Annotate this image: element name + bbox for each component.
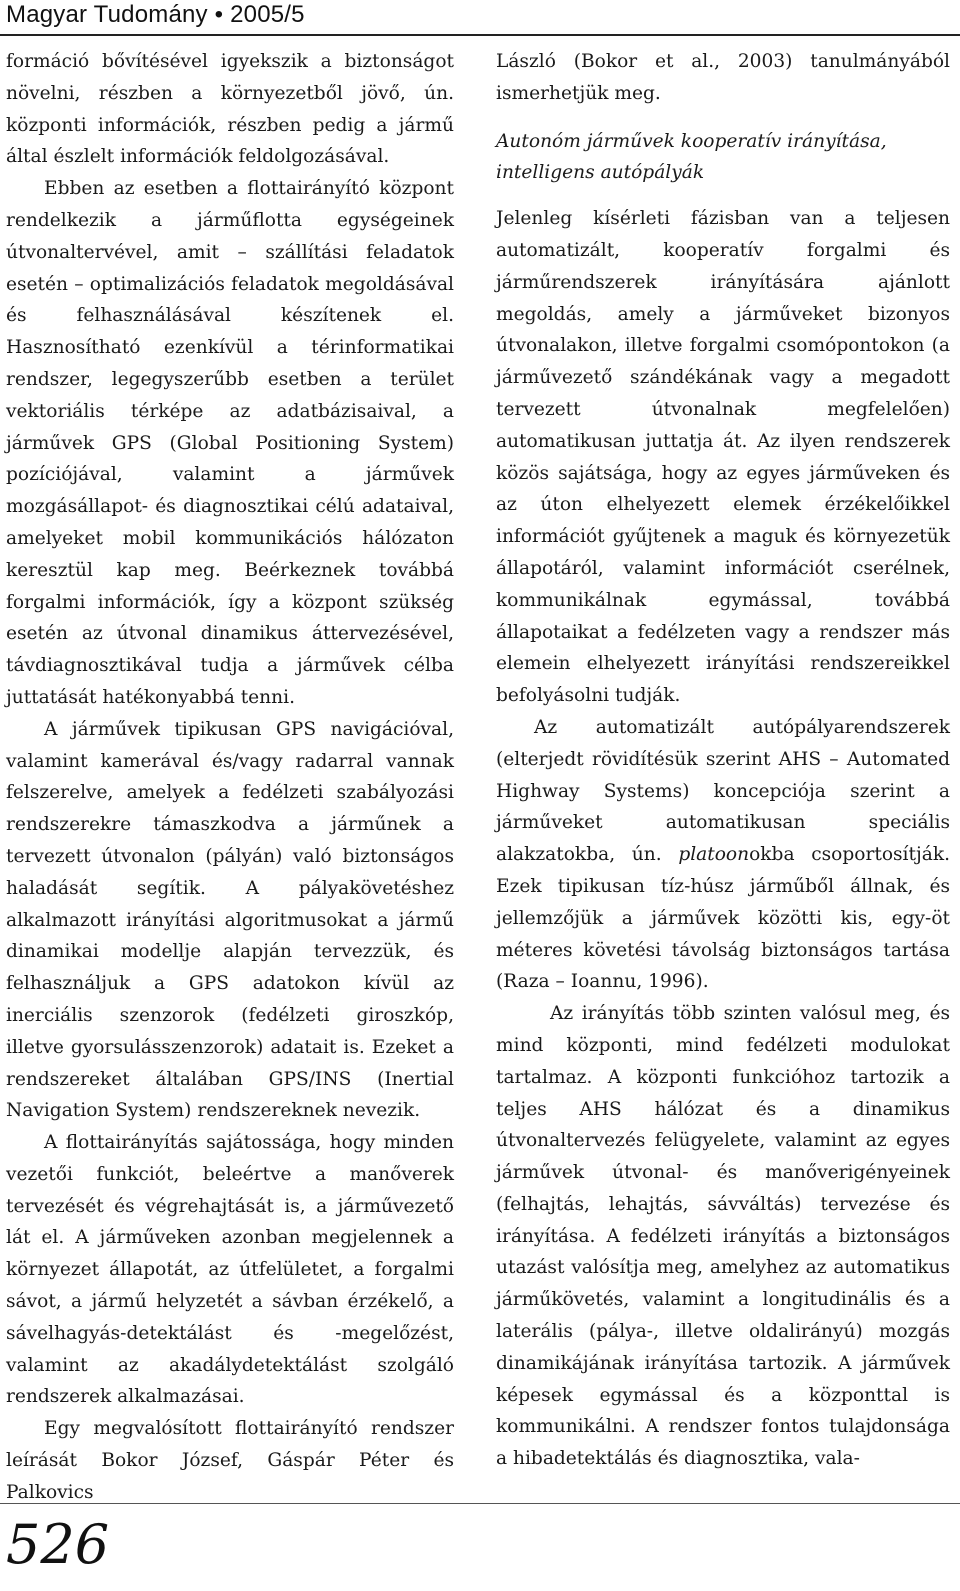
left-paragraph-2: Ebben az esetben a flottairányító központ rendelkezik a járműflotta egységeinek útvonaltervével, amit – szállítási feladatok esetén – optimalizációs feladatok megoldásával és felhasználásával készítenek el. Hasznosítható ezenkívül a térinformatikai rendszer, legegyszerűbb esetben a terület vektoriális térképe az adatbázisaival, a járművek GPS (Global Positioning System) pozíciójával, valamint a járművek mozgásállapot- és diagnosztikai célú adataival, amelyeket mobil kommunikációs hálózaton keresztül kap meg. Beérkeznek továbbá forgalmi információk, így a központ szükség esetén az útvonal dinamikus áttervezésével, távdiagnosztikával tudja a járművek célba juttatását hatékonyabbá tenni.	[6, 178, 454, 708]
header-rule	[0, 34, 960, 36]
right-paragraph-4: Az irányítás több szinten valósul meg, és mind központi, mind fedélzeti modulokat tartalmaz. A központi funkcióhoz tartozik a teljes AHS hálózat és a dinamikus útvonaltervezés felügyelete, valamint az egyes járművek útvonal- és manőverigényeinek (felhajtás, lehajtás, sávváltás) tervezése és irányítása. A fedélzeti irányítás a biztonságos utazást valósítja meg, amelyhez az automatikus járműkövetés, valamint a longitudinális és a laterális (pálya-, illetve oldalirányú) mozgás dinamikájának irányítása tartozik. A járművek képesek egymással és a központtal is kommunikálni. A rendszer fontos tulajdonsága a hibadetektálás és diagnosztika, vala-	[496, 1003, 950, 1470]
right-column	[496, 46, 950, 1475]
left-paragraph-4: A flottairányítás sajátossága, hogy minden vezetői funkciót, beleértve a manőverek tervezését és végrehajtását is, a járművezető lát el. A járműveken azonban megjelennek a környezet állapotát, az útfelületet, a forgalmi sávot, a jármű helyzetét a sávban érzékelő, a sávelhagyás-detektálást és -megelőzést, valamint az akadálydetektálást szolgáló rendszerek alkalmazásai.	[6, 1132, 454, 1408]
section-spacer	[496, 110, 950, 120]
left-paragraph-1: formáció bővítésével igyekszik a biztonságot növelni, részben a környezetből jövő, ún. központi információk, részben pedig a jármű által észlelt információk feldolgozásával.	[6, 51, 454, 168]
right-paragraph-1: László (Bokor et al., 2003) tanulmányából ismerhetjük meg.	[496, 51, 950, 104]
page-number: 526	[6, 1513, 110, 1576]
section-heading: Autonóm járművek kooperatív irányítása, intelligens autópályák	[496, 130, 887, 184]
journal-header: Magyar Tudomány • 2005/5	[6, 1, 305, 28]
right-paragraph-2: Jelenleg kísérleti fázisban van a teljesen automatizált, kooperatív forgalmi és járműrendszerek irányítására ajánlott megoldás, amely a járműveket bizonyos útvonalakon, illetve forgalmi csomópontokon (a járművezető szándékának vagy a megadott tervezett útvonalnak megfelelően) automatikusan juttatja át. Az ilyen rendszerek közös sajátsága, hogy az egyes járműveken és az úton elhelyezett elemek érzékelőikkel információt gyűjtenek a maguk és környezetük állapotáról, valamint információt cserélnek, kommunikálnak egymással, továbbá állapotaikat a fedélzeten vagy a rendszer más elemein elhelyezett irányítási rendszereikkel befolyásolni tudják.	[496, 208, 950, 707]
left-paragraph-5: Egy megvalósított flottairányító rendszer leírását Bokor József, Gáspár Péter és Palkovics	[6, 1418, 454, 1503]
section-spacer	[496, 193, 950, 203]
footer-rule	[0, 1503, 960, 1504]
right-paragraph-3-text-b: okba csoportosítják. Ezek tipikusan tíz-húsz járműből állnak, és jellemzőjük a járművek közötti kis, egy-öt méteres követési távolság biztonságos tartása (Raza – Ioannu, 1996).	[496, 844, 951, 993]
right-paragraph-3	[496, 712, 950, 998]
left-paragraph-3: A járművek tipikusan GPS navigációval, valamint kamerával és/vagy radarral vannak felszerelve, amelyek a fedélzeti szabályozási rendszerekre támaszkodva a járműnek a tervezett útvonalon (pályán) való biztonságos haladását segítik. A pályakövetéshez alkalmazott irányítási algoritmusokat a jármű dinamikai modellje alapján tervezzük, és felhasználjuk a GPS adatokon kívül az inerciális szenzorok (fedélzeti giroszkóp, illetve gyorsulásszenzorok) adatait is. Ezeket a rendszereket általában GPS/INS (Inertial Navigation System) rendszereknek nevezik.	[6, 718, 454, 1122]
right-paragraph-3-text-a: Az automatizált autópályarendszerek (elterjedt rövidítésük szerint AHS – Automated Highway Systems) koncepciója szerint a járműveket automatikusan speciális alakzatokba, ún.	[496, 716, 950, 866]
platoon-term: platoon	[678, 844, 750, 866]
left-column	[6, 46, 454, 1509]
